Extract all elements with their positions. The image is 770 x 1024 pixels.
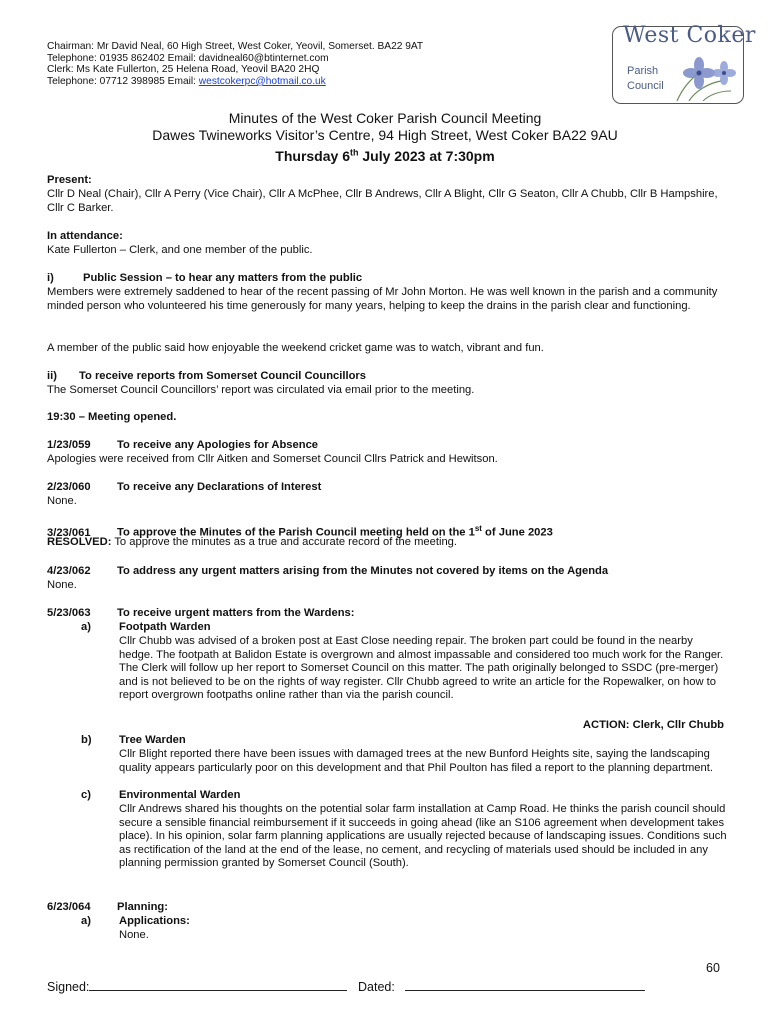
item-061-title: To approve the Minutes of the Parish Council meeting held on the 1 [117,526,475,539]
item-064-title: Planning: [117,901,168,913]
item-059-heading [47,439,727,453]
item-063-title: To receive urgent matters from the Wardens: [117,607,355,619]
public-session-title: Public Session – to hear any matters from the public [83,272,363,284]
footpath-action: ACTION: Clerk, Cllr Chubb [582,719,724,731]
item-061-number: 3/23/061 [47,526,91,539]
item-063-heading [47,607,727,621]
flax-flower-icon [669,57,739,101]
dated-label: Dated: [358,980,395,994]
item-061-resolution [47,536,727,550]
resolved-label: RESOLVED: [47,536,112,548]
public-session-number: i) [47,272,54,284]
page-number: 60 [706,961,720,975]
tree-warden-text: Cllr Blight reported there have been issues with damaged trees at the new Bunford Heights site, saying the landscaping quality appears particularly poor on this development and that Phil Poulton has filed a report to the planning department. [119,748,713,774]
clerk-email-link[interactable]: westcokerpc@hotmail.co.uk [198,75,326,87]
tree-warden-heading: Tree Warden [119,734,186,746]
applications-heading: Applications: [119,915,190,927]
item-063-b-label: b) [81,734,92,746]
item-062-title: To address any urgent matters arising from the Minutes not covered by items on the Agenda [117,565,609,577]
public-session-comment: A member of the public said how enjoyable the weekend cricket game was to watch, vibrant and fun. [47,342,544,354]
parish-council-logo [612,23,756,104]
environmental-warden-text: Cllr Andrews shared his thoughts on the potential solar farm installation at Camp Road. He thinks the parish council should secure a sensible financial reimbursement if it succeeds in going ahead (like an S106 agreement when development takes place). In his opinion, solar farm planning applications are usually rejected because of landscaping issues. Conditions such as rectification of the land at the end of the lease, no cement, and recycling of materials used should be included in any planning permission granted by Somerset Council (South). [119,803,727,870]
meeting-opened: 19:30 – Meeting opened. [47,411,177,423]
item-060-text: None. [47,495,77,507]
item-063-c-label: c) [81,789,91,801]
clerk-telephone-text: Telephone: 07712 398985 Email: [47,75,199,87]
footpath-warden-heading: Footpath Warden [119,621,211,633]
reports-title: To receive reports from Somerset Council Councillors [79,370,367,382]
logo-council-text: Council [627,80,664,92]
item-059-text: Apologies were received from Cllr Aitken and Somerset Council Cllrs Patrick and Hewitson. [47,453,498,465]
item-063-number: 5/23/063 [47,607,91,619]
dated-field [358,978,645,995]
meeting-date-rest: July 2023 at 7:30pm [358,147,495,164]
resolved-text: To approve the minutes as a true and accurate record of the meeting. [111,536,458,548]
item-064-a-label: a) [81,915,91,927]
meeting-date-suffix: th [350,147,359,157]
reports-text: The Somerset Council Councillors’ report was circulated via email prior to the meeting. [47,384,475,396]
signed-field [47,978,347,995]
item-061-title-suffix: st [474,524,482,533]
logo-parish-text: Parish [627,65,659,77]
chairman-telephone-line: Telephone: 01935 862402 Email: davidneal60@btinternet.com [47,52,329,64]
public-session-text: Members were extremely saddened to hear of the recent passing of Mr John Morton. He was well known in the parish and a community minded person who volunteered his time generously for many years, helping to keep the drains in the parish clear and functioning. [47,286,718,312]
chairman-line: Chairman: Mr David Neal, 60 High Street, West Coker, Yeovil, Somerset. BA22 9AT [47,41,424,52]
clerk-telephone-line [47,76,423,88]
attendance-text: Kate Fullerton – Clerk, and one member of the public. [47,244,313,256]
item-059-number: 1/23/059 [47,439,91,451]
present-heading: Present: [47,174,92,186]
meeting-date-day: Thursday 6 [275,147,350,164]
item-060-heading [47,481,727,495]
reports-heading [47,370,727,384]
public-session-heading [47,272,727,286]
item-064-number: 6/23/064 [47,901,91,913]
item-062-number: 4/23/062 [47,565,91,577]
item-063-a-label: a) [81,621,91,633]
reports-number: ii) [47,370,57,382]
meeting-venue: Dawes Twineworks Visitor’s Centre, 94 High Street, West Coker BA22 9AU [152,127,618,143]
signed-line [89,978,347,991]
item-060-title: To receive any Declarations of Interest [117,481,322,493]
present-list: Cllr D Neal (Chair), Cllr A Perry (Vice Chair), Cllr A McPhee, Cllr B Andrews, Cllr A Blight, Cllr G Seaton, Cllr A Chubb, Cllr B Hampshire, Cllr C Barker. [47,188,718,214]
item-064-heading [47,901,727,915]
signed-label: Signed: [47,980,90,994]
item-060-number: 2/23/060 [47,481,91,493]
logo-title: West Coker [623,23,756,48]
attendance-heading: In attendance: [47,230,123,242]
letterhead [47,41,423,87]
minutes-title: Minutes of the West Coker Parish Council Meeting [228,110,542,126]
applications-text: None. [119,929,149,941]
clerk-line: Clerk: Ms Kate Fullerton, 25 Helena Road, Yeovil BA20 2HQ [47,64,320,76]
item-062-heading [47,565,727,579]
environmental-warden-heading: Environmental Warden [119,789,241,801]
meeting-date [0,144,770,164]
item-061-title-rest: of June 2023 [481,526,553,539]
dated-line [405,978,645,991]
item-059-title: To receive any Apologies for Absence [117,439,319,451]
footpath-warden-text: Cllr Chubb was advised of a broken post at East Close needing repair. The broken part could be found in the nearby hedge. The footpath at Balidon Estate is overgrown and almost impassable and considered too much work for the Ranger. The Clerk will follow up her report to Somerset Council on this matter. The path originally belonged to SSDC (pre-merger) and is not believed to be on the rights of way register. Cllr Chubb agreed to write an article for the Ropewalker, on how to report overgrown footpaths online rather than via the parish council. [119,635,724,702]
item-062-text: None. [47,579,77,591]
